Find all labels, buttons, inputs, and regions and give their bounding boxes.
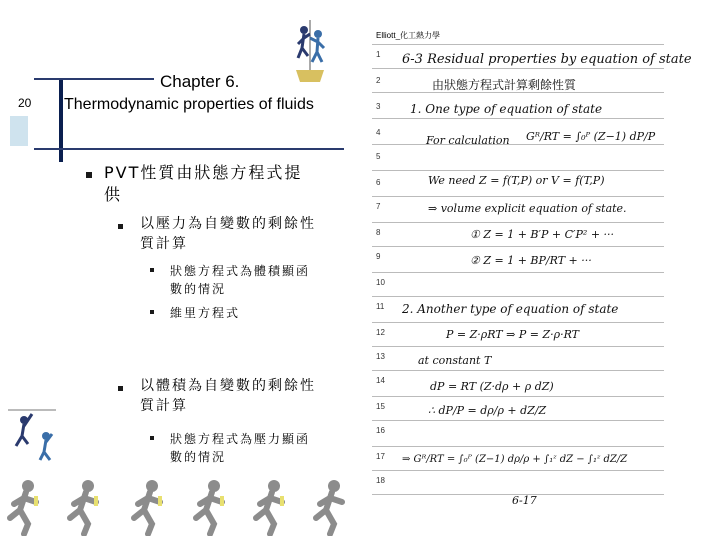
line-number: 12 — [376, 328, 385, 337]
ruled-line — [372, 144, 664, 145]
ruled-line — [372, 470, 664, 471]
line-number: 2 — [376, 76, 381, 85]
bullet-marker — [86, 172, 92, 178]
line-number: 18 — [376, 476, 385, 485]
line-number: 17 — [376, 452, 385, 461]
notes-subheading: 由狀態方程式計算剩餘性質 — [432, 78, 577, 92]
ruled-line — [372, 446, 664, 447]
slide-number: 20 — [18, 96, 32, 110]
ruled-line — [372, 222, 664, 223]
slide-subtitle: Thermodynamic properties of fluids — [64, 96, 314, 113]
running-figure-icon — [4, 478, 44, 536]
notes-constant-t: at constant T — [418, 354, 492, 367]
ruled-line — [372, 396, 664, 397]
bullet-marker — [118, 386, 123, 391]
bullet-marker — [118, 224, 123, 229]
line-number: 6 — [376, 178, 381, 187]
bullet-marker — [150, 436, 154, 440]
slide-title: Chapter 6. — [160, 72, 240, 91]
line-number: 5 — [376, 152, 381, 161]
climber-figures-icon — [290, 20, 330, 82]
ruled-line — [372, 246, 664, 247]
title-divider-bottom — [34, 148, 344, 150]
notes-dp-over-p: ∴ dP/P = dρ/ρ + dZ/Z — [428, 404, 547, 417]
line-number: 7 — [376, 202, 381, 211]
ruled-line — [372, 196, 664, 197]
notes-dp-equation: dP = RT (Z·dρ + ρ dZ) — [430, 380, 554, 393]
ruled-line — [372, 44, 664, 45]
notes-item-1: 1. One type of equation of state — [410, 102, 603, 116]
ruled-line — [372, 322, 664, 323]
climber-figures-icon — [6, 406, 58, 462]
notes-volume-explicit: ⇒ volume explicit equation of state. — [428, 202, 627, 215]
running-figure-icon — [310, 478, 350, 536]
title-divider-top — [34, 78, 154, 80]
bullet-text: 維里方程式 — [170, 306, 241, 320]
ruled-line — [372, 68, 664, 69]
line-number: 15 — [376, 402, 385, 411]
notes-item-2: 2. Another type of equation of state — [402, 302, 619, 316]
line-number: 16 — [376, 426, 385, 435]
bullet-text: 以壓力為自變數的剩餘性 質計算 — [140, 216, 316, 252]
line-number: 1 — [376, 50, 381, 59]
ruled-line — [372, 272, 664, 273]
ruled-line — [372, 420, 664, 421]
running-figure-icon — [128, 478, 168, 536]
line-number: 8 — [376, 228, 381, 237]
running-figure-icon — [190, 478, 230, 536]
bullet-marker — [150, 310, 154, 314]
bullet-text: 以體積為自變數的剩餘性 質計算 — [140, 378, 316, 414]
bullet-text: 狀態方程式為體積顯函 數的情況 — [170, 264, 311, 296]
notes-virial-eq-2: ② Z = 1 + BP/RT + ··· — [470, 254, 592, 267]
notes-we-need: We need Z = f(T,P) or V = f(T,P) — [428, 174, 605, 187]
notes-gr-formula: Gᴿ/RT = ∫₀ᴾ (Z−1) dP/P — [526, 130, 656, 143]
running-figure-icon — [250, 478, 290, 536]
ruled-line — [372, 370, 664, 371]
line-number: 10 — [376, 278, 385, 287]
ruled-line — [372, 118, 664, 119]
ruled-line — [372, 296, 664, 297]
line-number: 14 — [376, 376, 385, 385]
bullet-text: 狀態方程式為壓力顯函 數的情況 — [170, 432, 311, 464]
notes-header: Elliott_化工熱力學 — [376, 31, 441, 40]
bullet-marker — [150, 268, 154, 272]
line-number: 11 — [376, 302, 385, 311]
notes-gr-result: ⇒ Gᴿ/RT = ∫₀ᴾ (Z−1) dρ/ρ + ∫₁ᶻ dZ − ∫₁ᶻ dZ/Z — [402, 454, 628, 465]
notes-heading: 6-3 Residual properties by equation of state — [402, 52, 692, 67]
notes-for-calculation: For calculation — [426, 134, 510, 147]
handwritten-notes-panel — [366, 24, 692, 520]
notes-page-mark: 6-17 — [512, 494, 537, 507]
accent-square — [10, 116, 28, 146]
ruled-line — [372, 346, 664, 347]
line-number: 3 — [376, 102, 381, 111]
notes-p-equation: P = Z·ρRT ⇒ P = Z·ρ·RT — [446, 328, 579, 341]
running-figure-icon — [64, 478, 104, 536]
line-number: 4 — [376, 128, 381, 137]
ruled-line — [372, 170, 664, 171]
bullet-text: PVT性質由狀態方程式提 供 — [104, 163, 303, 204]
line-number: 9 — [376, 252, 381, 261]
notes-virial-eq-1: ① Z = 1 + B′P + C′P² + ··· — [470, 228, 615, 241]
line-number: 13 — [376, 352, 385, 361]
